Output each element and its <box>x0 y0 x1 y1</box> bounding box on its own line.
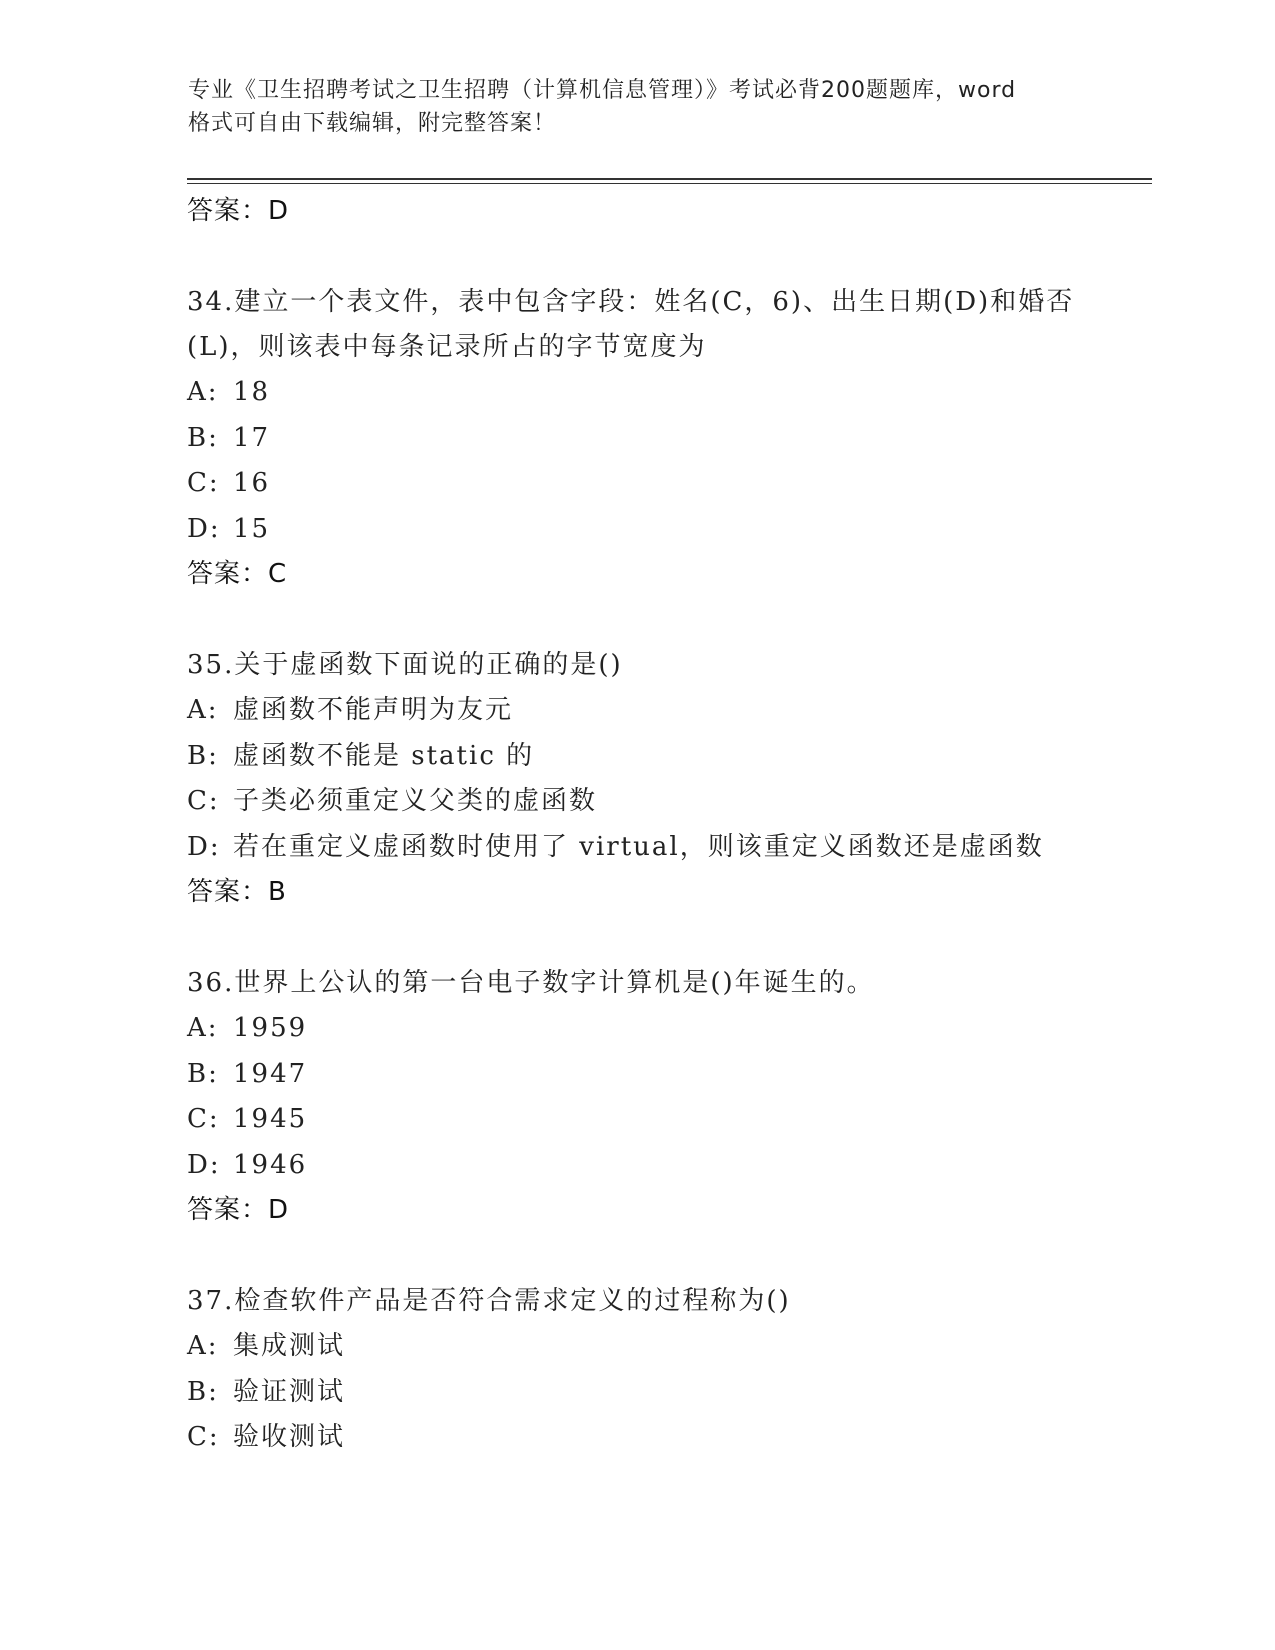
option-text: 1947 <box>233 1058 308 1089</box>
option-c <box>187 1415 1087 1461</box>
question-item <box>187 280 1087 596</box>
option-letter: A: <box>187 695 219 725</box>
option-letter: A: <box>187 377 219 407</box>
spacer <box>187 233 1087 280</box>
option-text: 1945 <box>233 1104 308 1134</box>
option-text: 虚函数不能声明为友元 <box>233 695 514 725</box>
option-letter: C: <box>187 468 220 498</box>
option-text: 验收测试 <box>233 1422 346 1452</box>
option-c <box>187 1097 1087 1143</box>
option-letter: B: <box>187 422 219 453</box>
option-text: 1946 <box>233 1149 308 1180</box>
option-d <box>187 507 1087 553</box>
question-stem: 37.检查软件产品是否符合需求定义的过程称为() <box>187 1286 791 1316</box>
option-letter: D: <box>187 513 221 544</box>
option-letter: A: <box>187 1331 219 1361</box>
option-text: 15 <box>233 513 271 544</box>
option-text: 虚函数不能是 static 的 <box>233 740 535 771</box>
option-a <box>187 1006 1087 1052</box>
spacer <box>187 596 1087 643</box>
answer-line: 答案：C <box>187 559 288 589</box>
spacer <box>187 914 1087 961</box>
option-letter: C: <box>187 1104 220 1134</box>
option-c <box>187 461 1087 507</box>
option-d <box>187 825 1087 871</box>
option-a <box>187 370 1087 416</box>
option-text: 18 <box>233 377 271 407</box>
header-title-line-2: 格式可自由下载编辑，附完整答案！ <box>188 111 557 136</box>
question-stem: 36.世界上公认的第一台电子数字计算机是()年诞生的。 <box>187 968 875 998</box>
header-divider-thick <box>187 178 1152 180</box>
option-b <box>187 416 1087 462</box>
option-b <box>187 1370 1087 1416</box>
question-item <box>187 961 1087 1232</box>
option-letter: D: <box>187 831 221 862</box>
option-text: 若在重定义虚函数时使用了 virtual，则该重定义函数还是虚函数 <box>233 831 1044 862</box>
option-letter: C: <box>187 786 220 816</box>
header-divider-thin <box>187 183 1152 184</box>
spacer <box>187 1232 1087 1279</box>
option-letter: C: <box>187 1422 220 1452</box>
option-c <box>187 779 1087 825</box>
answer-line: 答案：D <box>187 1195 290 1225</box>
answer-line: 答案：B <box>187 877 287 907</box>
document-header <box>188 74 1088 140</box>
option-a <box>187 1324 1087 1370</box>
option-text: 子类必须重定义父类的虚函数 <box>233 786 598 816</box>
option-text: 17 <box>233 422 271 453</box>
option-letter: B: <box>187 1376 219 1407</box>
answer-line: 答案：D <box>187 196 290 226</box>
option-letter: B: <box>187 740 219 771</box>
option-text: 验证测试 <box>233 1376 346 1407</box>
option-a <box>187 688 1087 734</box>
question-list <box>187 189 1087 1461</box>
header-title-line-1: 专业《卫生招聘考试之卫生招聘（计算机信息管理）》考试必背200题题库，word <box>188 78 1017 103</box>
question-stem: 35.关于虚函数下面说的正确的是() <box>187 650 623 680</box>
option-b <box>187 734 1087 780</box>
option-letter: B: <box>187 1058 219 1089</box>
question-item <box>187 1279 1087 1461</box>
option-letter: D: <box>187 1149 221 1180</box>
option-text: 16 <box>233 468 271 498</box>
option-letter: A: <box>187 1013 219 1043</box>
option-text: 集成测试 <box>233 1331 346 1361</box>
question-stem: 34.建立一个表文件，表中包含字段：姓名(C，6)、出生日期(D)和婚否(L)，则该表中每条记录所占的字节宽度为 <box>187 287 1075 362</box>
option-d <box>187 1143 1087 1189</box>
question-item <box>187 643 1087 914</box>
option-b <box>187 1052 1087 1098</box>
option-text: 1959 <box>233 1013 308 1043</box>
